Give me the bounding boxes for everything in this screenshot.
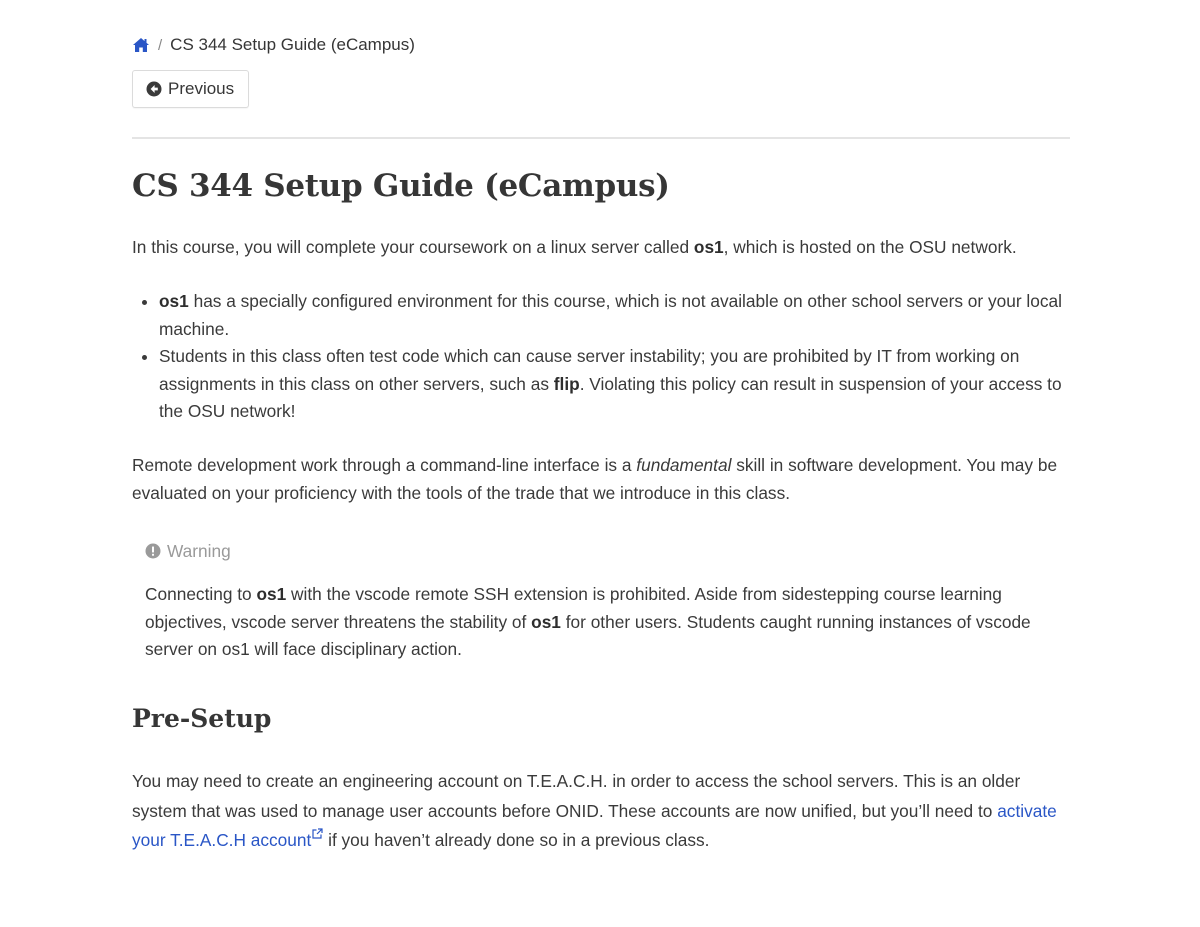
page-title: CS 344 Setup Guide (eCampus) bbox=[132, 168, 670, 204]
circle-arrow-left-icon bbox=[146, 81, 162, 97]
header-divider bbox=[132, 137, 1070, 139]
activate-teach-account-link-text: activate your T.E.A.C.H account bbox=[132, 800, 1057, 850]
remote-text-end: skill in software development. You may be evaluated on your proficiency with the tools of the trade that we introduce in this class. bbox=[132, 455, 1058, 503]
breadcrumb bbox=[132, 33, 415, 57]
remote-text: Remote development work through a command-line interface is a bbox=[132, 455, 637, 475]
pre-setup-heading: Pre-Setup bbox=[132, 704, 272, 733]
external-link-icon bbox=[312, 828, 323, 839]
intro-text-end: , which is hosted on the OSU network. bbox=[723, 237, 1017, 257]
intro-text: In this course, you will complete your coursework on a linux server called bbox=[132, 237, 694, 257]
remote-dev-paragraph bbox=[132, 452, 1070, 507]
bullet-text: has a specially configured environment for this course, which is not available on other school servers or your local machine. bbox=[159, 291, 1062, 339]
warning-bold-server: os1 bbox=[531, 611, 561, 632]
warning-admonition-title bbox=[145, 538, 231, 564]
previous-button[interactable] bbox=[132, 70, 249, 108]
previous-button-label: Previous bbox=[168, 79, 235, 98]
warning-title: Warning bbox=[167, 540, 231, 561]
bullet-text-end: . Violating this policy can result in suspension of your access to the OSU network! bbox=[159, 373, 1062, 421]
intro-server-name: os1 bbox=[693, 237, 724, 257]
list-item bbox=[159, 343, 1070, 426]
pre-setup-text-end: if you haven’t already done so in a previous class. bbox=[323, 830, 710, 850]
remote-emphasis: fundamental bbox=[636, 455, 732, 475]
bullet-text: Students in this class often test code which can cause server instability; you are prohibited by IT from working on assignments in this class on other servers, such as bbox=[159, 346, 1020, 394]
pre-setup-paragraph bbox=[132, 767, 1070, 856]
warning-bold-server: os1 bbox=[256, 584, 287, 604]
home-icon[interactable] bbox=[132, 37, 150, 53]
warning-body bbox=[145, 581, 1055, 664]
bullet-bold-server: flip bbox=[553, 373, 580, 394]
warning-text: Connecting to bbox=[145, 584, 257, 604]
server-rules-list bbox=[132, 288, 1070, 426]
exclamation-circle-icon bbox=[145, 543, 161, 559]
intro-paragraph bbox=[132, 234, 1070, 262]
warning-text-end: for other users. Students caught running instances of vscode server on os1 will face disciplinary action. bbox=[145, 611, 1031, 659]
pre-setup-text: You may need to create an engineering account on T.E.A.C.H. in order to access the school servers. This is an older system that was used to manage user accounts before ONID. These accounts are now unified, but you’ll need to bbox=[132, 771, 1021, 821]
breadcrumb-current: CS 344 Setup Guide (eCampus) bbox=[170, 35, 415, 54]
warning-text: with the vscode remote SSH extension is prohibited. Aside from sidestepping course learning objectives, vscode server threatens the stability of bbox=[145, 584, 1002, 632]
bullet-bold-server: os1 bbox=[159, 291, 189, 311]
breadcrumb-separator: / bbox=[158, 36, 163, 54]
list-item bbox=[159, 288, 1070, 343]
